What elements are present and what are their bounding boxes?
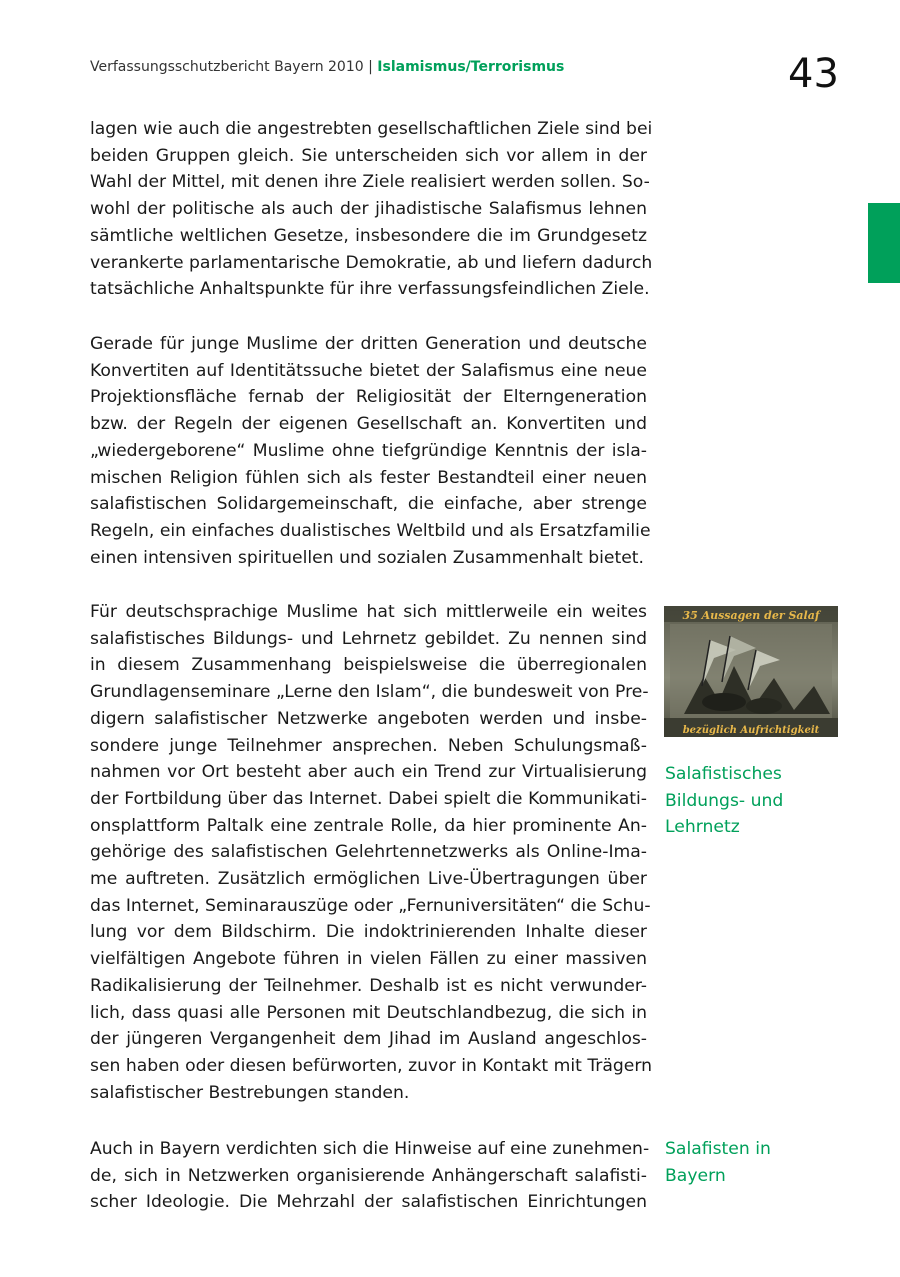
text-line: salafistisches Bildungs- und Lehrnetz gebildet. Zu nennen sind — [90, 628, 647, 649]
text-line: de, sich in Netzwerken organisierende Anhängerschaft salafisti- — [90, 1165, 647, 1186]
text-line: lich, dass quasi alle Personen mit Deutschlandbezug, die sich in — [90, 1002, 647, 1023]
text-line: lung vor dem Bildschirm. Die indoktrinierenden Inhalte dieser — [90, 922, 647, 943]
text-line: onsplattform Paltalk eine zentrale Rolle, da hier prominente An- — [90, 815, 647, 836]
body-paragraph-1 — [90, 116, 653, 303]
text-line: mischen Religion fühlen sich als fester Bestandteil einer neuen — [90, 467, 647, 488]
body-paragraph-3 — [90, 599, 653, 1106]
text-line: sondere junge Teilnehmer ansprechen. Neben Schulungsmaß- — [90, 735, 647, 756]
text-line: der Fortbildung über das Internet. Dabei spielt die Kommunikati- — [90, 788, 647, 809]
text-line: einen intensiven spirituellen und sozialen Zusammenhalt bietet. — [90, 547, 645, 568]
text-line: nahmen vor Ort besteht aber auch ein Trend zur Virtualisierung — [90, 762, 647, 783]
body-paragraph-4 — [90, 1136, 650, 1216]
text-line: Radikalisierung der Teilnehmer. Deshalb ist es nicht verwunder- — [90, 975, 647, 996]
text-line: Auch in Bayern verdichten sich die Hinweise auf eine zunehmen- — [90, 1139, 650, 1159]
publication-title: Verfassungsschutzbericht Bayern 2010 — [90, 59, 364, 75]
text-line: digern salafistischer Netzwerke angeboten werden und insbe- — [90, 708, 647, 729]
text-line: beiden Gruppen gleich. Sie unterscheiden sich vor allem in der — [90, 145, 647, 166]
text-line: vielfältigen Angebote führen in vielen Fällen zu einer massiven — [90, 949, 647, 970]
marginal-line: Bayern — [665, 1165, 726, 1186]
text-line: gehörige des salafistischen Gelehrtennetzwerks als Online-Ima- — [90, 842, 647, 863]
text-line: Regeln, ein einfaches dualistisches Weltbild und als Ersatzfamilie — [90, 520, 651, 541]
text-line: Wahl der Mittel, mit denen ihre Ziele realisiert werden sollen. So- — [90, 172, 650, 193]
text-line: in diesem Zusammenhang beispielsweise die überregionalen — [90, 655, 647, 676]
marginal-line: Salafistisches — [665, 764, 782, 784]
header-separator: | — [363, 59, 378, 75]
marginal-line: Salafisten in — [665, 1139, 771, 1159]
text-line: „wiedergeborene“ Muslime ohne tiefgründige Kenntnis der isla- — [90, 440, 647, 461]
text-line: sen haben oder diesen befürworten, zuvor in Kontakt mit Trägern — [90, 1055, 653, 1076]
marginal-line: Lehrnetz — [665, 817, 740, 838]
text-line: Grundlagenseminare „Lerne den Islam“, die bundesweit von Pre- — [90, 682, 649, 703]
page-number: 43 — [788, 51, 839, 97]
text-line: sämtliche weltlichen Gesetze, insbesondere die im Grundgesetz — [90, 225, 647, 246]
propaganda-image-graphic — [664, 606, 838, 737]
marginal-note-salafists-bavaria — [665, 1136, 865, 1189]
text-line: me auftreten. Zusätzlich ermöglichen Live-Übertragungen über — [90, 869, 647, 890]
text-line: Konvertiten auf Identitätssuche bietet der Salafismus eine neue — [90, 360, 647, 381]
text-line: lagen wie auch die angestrebten gesellschaftlichen Ziele sind bei — [90, 119, 653, 139]
image-caption-bottom: bezüglich Aufrichtigkeit — [682, 725, 820, 736]
text-line: das Internet, Seminarauszüge oder „Fernuniversitäten“ die Schu- — [90, 895, 651, 916]
text-line: Gerade für junge Muslime der dritten Generation und deutsche — [90, 334, 647, 354]
text-line: scher Ideologie. Die Mehrzahl der salafistischen Einrichtungen — [90, 1192, 647, 1213]
text-line: Für deutschsprachige Muslime hat sich mittlerweile ein weites — [90, 602, 647, 622]
section-title: Islamismus/Terrorismus — [377, 59, 565, 75]
body-paragraph-2 — [90, 331, 651, 571]
text-line: verankerte parlamentarische Demokratie, ab und liefern dadurch — [90, 252, 653, 273]
text-line: salafistischer Bestrebungen standen. — [90, 1082, 410, 1103]
text-line: wohl der politische als auch der jihadistische Salafismus lehnen — [90, 199, 647, 220]
marginal-note-education-network — [665, 761, 865, 841]
image-caption-top: 35 Aussagen der Salaf — [682, 609, 820, 622]
propaganda-image — [664, 606, 838, 737]
text-line: der jüngeren Vergangenheit dem Jihad im Ausland angeschlos- — [90, 1029, 647, 1050]
running-header — [90, 59, 564, 75]
text-line: Projektionsfläche fernab der Religiosität der Elterngeneration — [90, 387, 647, 408]
text-line: salafistischen Solidargemeinschaft, die einfache, aber strenge — [90, 494, 647, 515]
marginal-line: Bildungs- und — [665, 790, 784, 811]
text-line: bzw. der Regeln der eigenen Gesellschaft an. Konvertiten und — [90, 414, 647, 435]
text-line: tatsächliche Anhaltspunkte für ihre verfassungsfeindlichen Ziele. — [90, 279, 650, 300]
chapter-tab-marker — [868, 203, 900, 283]
